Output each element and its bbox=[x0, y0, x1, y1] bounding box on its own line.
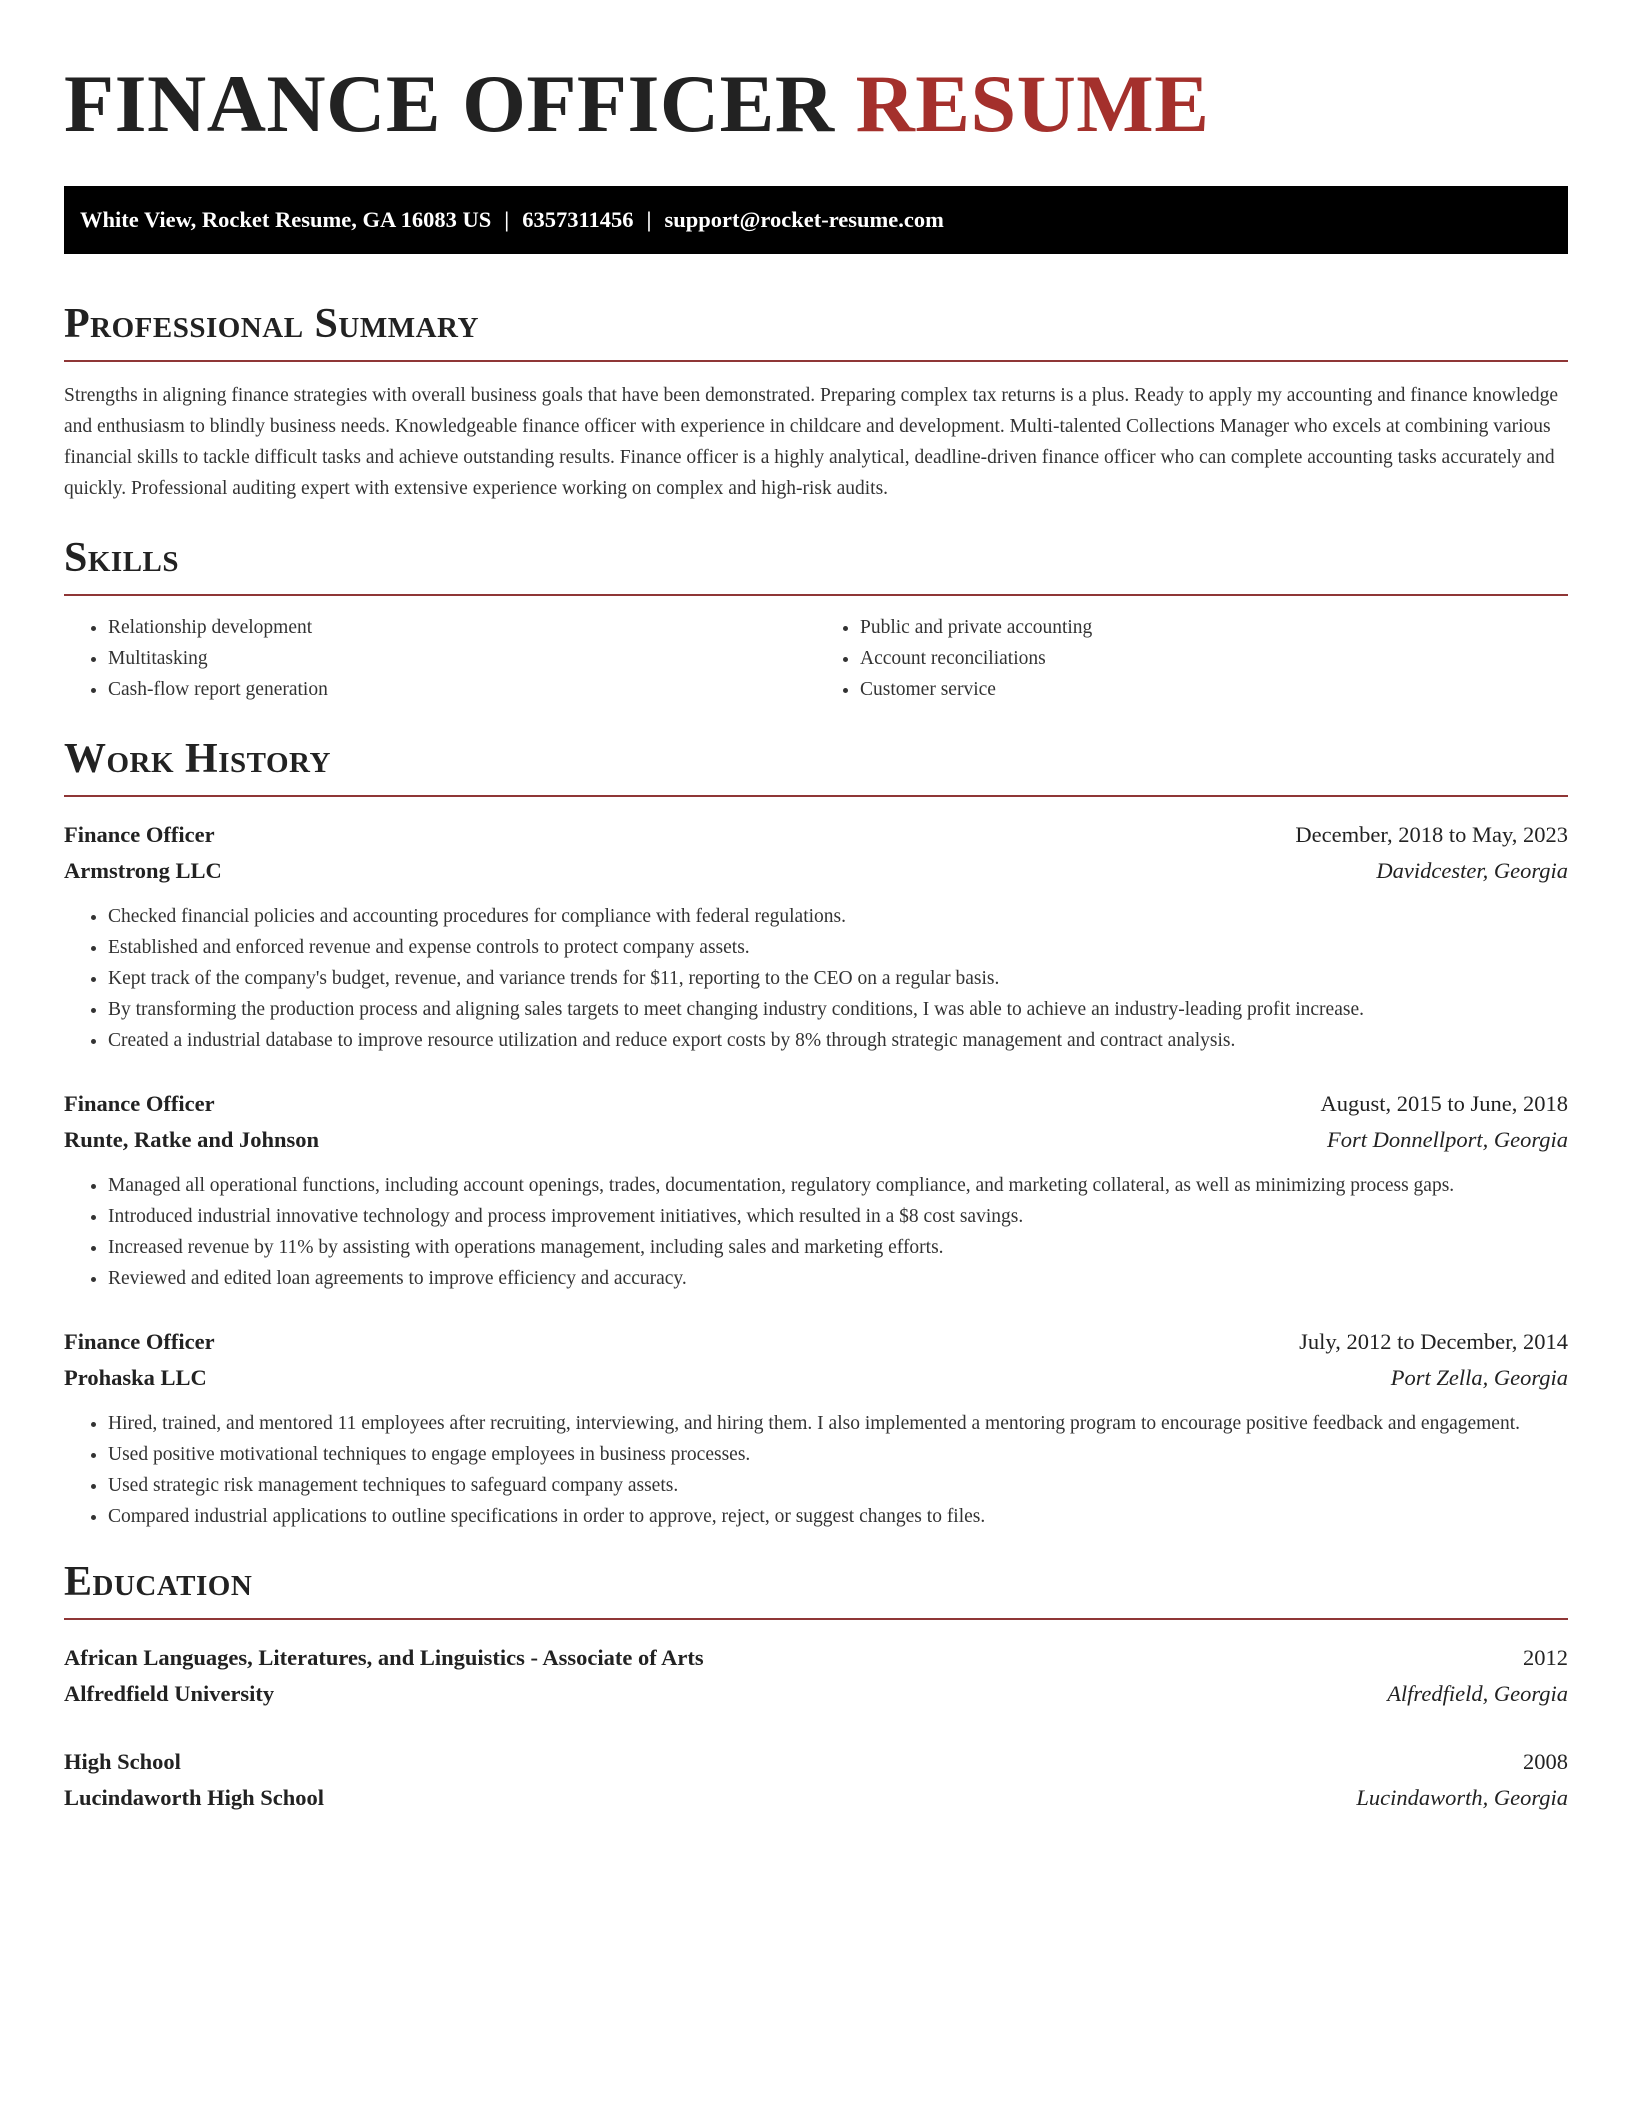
job-location: Fort Donnellport, Georgia bbox=[1326, 1127, 1568, 1152]
job-bullet: • Managed all operational functions, including account openings, trades, documentation, regulatory compliance, and marketing collateral, as well as minimizing process gaps. bbox=[108, 1170, 1568, 1201]
job-bullet-list bbox=[64, 901, 1568, 1056]
job-header-row bbox=[64, 1324, 1568, 1360]
skill-item: • Multitasking bbox=[108, 643, 816, 674]
skill-item: • Relationship development bbox=[108, 612, 816, 643]
section-title-summary: Professional Summary bbox=[64, 301, 479, 347]
job-bullet: • Reviewed and edited loan agreements to improve efficiency and accuracy. bbox=[108, 1263, 1568, 1294]
contact-email[interactable]: support@rocket-resume.com bbox=[664, 207, 944, 232]
job-bullet-list bbox=[64, 1408, 1568, 1532]
job-bullet: • Used positive motivational techniques to engage employees in business processes. bbox=[108, 1439, 1568, 1470]
job-bullet: • Introduced industrial innovative technology and process improvement initiatives, which resulted in a $8 cost savings. bbox=[108, 1201, 1568, 1232]
section-title-skills: Skills bbox=[64, 535, 180, 581]
job-bullet: • Increased revenue by 11% by assisting with operations management, including sales and marketing efforts. bbox=[108, 1232, 1568, 1263]
job-bullet: • Checked financial policies and accounting procedures for compliance with federal regulations. bbox=[108, 901, 1568, 932]
skill-item: • Customer service bbox=[860, 674, 1568, 705]
job-entry bbox=[64, 1086, 1568, 1294]
summary-text: Strengths in aligning finance strategies with overall business goals that have been demonstrated. Preparing complex tax returns is a plus. Ready to apply my accounting and finance knowledge and enthusiasm to blindly business needs. Knowledgeable finance officer with experience in childcare and development. Multi-talented Collections Manager who excels at combining various financial skills to tackle difficult tasks and achieve outstanding results. Finance officer is a highly analytical, deadline-driven finance officer who can complete accounting tasks accurately and quickly. Professional auditing expert with extensive experience working on complex and high-risk audits. bbox=[64, 385, 1559, 499]
contact-bar bbox=[64, 186, 1568, 254]
job-header-row bbox=[64, 817, 1568, 853]
section-divider bbox=[64, 795, 1568, 797]
section-divider bbox=[64, 360, 1568, 362]
job-entry bbox=[64, 817, 1568, 1056]
education-location: Lucindaworth, Georgia bbox=[1356, 1785, 1568, 1810]
job-position: Finance Officer bbox=[64, 1329, 215, 1354]
skill-item: • Cash-flow report generation bbox=[108, 674, 816, 705]
job-company: Armstrong LLC bbox=[64, 858, 222, 883]
education-entry bbox=[64, 1744, 1568, 1816]
education-degree-row bbox=[64, 1640, 1568, 1676]
job-location: Port Zella, Georgia bbox=[1390, 1365, 1568, 1390]
job-bullet: • Kept track of the company's budget, revenue, and variance trends for $11, reporting to the CEO on a regular basis. bbox=[108, 963, 1568, 994]
job-bullet: • Hired, trained, and mentored 11 employees after recruiting, interviewing, and hiring them. I also implemented a mentoring program to encourage positive feedback and engagement. bbox=[108, 1408, 1568, 1439]
job-dates: July, 2012 to December, 2014 bbox=[1299, 1329, 1568, 1354]
job-company: Runte, Ratke and Johnson bbox=[64, 1127, 320, 1152]
education-degree: High School bbox=[64, 1749, 181, 1774]
education-year: 2008 bbox=[1523, 1749, 1568, 1774]
job-company-row bbox=[64, 1360, 1568, 1396]
skills-list-right bbox=[816, 612, 1568, 705]
skills-grid bbox=[64, 612, 1568, 705]
resume-title bbox=[64, 56, 1568, 152]
education-location: Alfredfield, Georgia bbox=[1387, 1681, 1568, 1706]
contact-phone[interactable]: 6357311456 bbox=[522, 207, 634, 232]
contact-address: White View, Rocket Resume, GA 16083 US bbox=[80, 207, 492, 232]
job-company-row bbox=[64, 853, 1568, 889]
job-dates: August, 2015 to June, 2018 bbox=[1320, 1091, 1568, 1116]
job-header-row bbox=[64, 1086, 1568, 1122]
job-company: Prohaska LLC bbox=[64, 1365, 207, 1390]
education-year: 2012 bbox=[1523, 1645, 1568, 1670]
job-bullet: • Used strategic risk management techniques to safeguard company assets. bbox=[108, 1470, 1568, 1501]
education-school-row bbox=[64, 1676, 1568, 1712]
section-title-work-history: Work History bbox=[64, 736, 331, 782]
contact-separator: | bbox=[646, 207, 652, 232]
job-bullet: • By transforming the production process and aligning sales targets to meet changing industry conditions, I was able to achieve an industry-leading profit increase. bbox=[108, 994, 1568, 1025]
education-school: Alfredfield University bbox=[64, 1681, 275, 1706]
job-bullet-list bbox=[64, 1170, 1568, 1294]
job-company-row bbox=[64, 1122, 1568, 1158]
job-bullet: • Established and enforced revenue and expense controls to protect company assets. bbox=[108, 932, 1568, 963]
education-degree-row bbox=[64, 1744, 1568, 1780]
section-divider bbox=[64, 594, 1568, 596]
education-entry bbox=[64, 1640, 1568, 1712]
education-degree: African Languages, Literatures, and Linguistics - Associate of Arts bbox=[64, 1645, 704, 1670]
skill-item: • Public and private accounting bbox=[860, 612, 1568, 643]
contact-separator: | bbox=[504, 207, 510, 232]
skill-item: • Account reconciliations bbox=[860, 643, 1568, 674]
job-position: Finance Officer bbox=[64, 822, 215, 847]
education-school: Lucindaworth High School bbox=[64, 1785, 325, 1810]
title-accent: RESUME bbox=[855, 58, 1210, 149]
section-divider bbox=[64, 1618, 1568, 1620]
title-main: FINANCE OFFICER bbox=[64, 58, 835, 149]
education-school-row bbox=[64, 1780, 1568, 1816]
job-dates: December, 2018 to May, 2023 bbox=[1295, 822, 1568, 847]
section-title-education: Education bbox=[64, 1559, 253, 1605]
skills-list-left bbox=[64, 612, 816, 705]
job-bullet: • Created a industrial database to improve resource utilization and reduce export costs by 8% through strategic management and contract analysis. bbox=[108, 1025, 1568, 1056]
job-location: Davidcester, Georgia bbox=[1376, 858, 1568, 883]
job-bullet: • Compared industrial applications to outline specifications in order to approve, reject, or suggest changes to files. bbox=[108, 1501, 1568, 1532]
job-position: Finance Officer bbox=[64, 1091, 215, 1116]
job-entry bbox=[64, 1324, 1568, 1532]
